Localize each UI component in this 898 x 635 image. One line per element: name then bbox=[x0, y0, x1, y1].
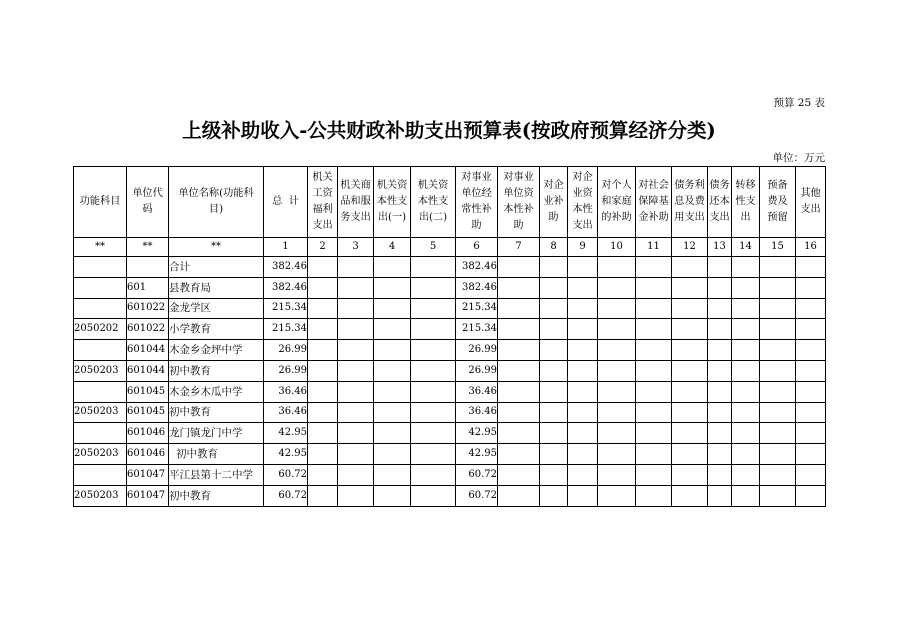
cell-debt-interest-and-fees bbox=[672, 360, 708, 381]
cell-unit-name: 初中教育 bbox=[169, 444, 264, 465]
cell-debt-interest-and-fees bbox=[672, 485, 708, 506]
cell-enterprise-capital-expenditure bbox=[568, 423, 598, 444]
cell-capital-expenditure-1 bbox=[374, 340, 411, 361]
cell-unit-code: 601045 bbox=[127, 402, 169, 423]
cell-capital-expenditure-1 bbox=[374, 277, 411, 298]
cell-function-subject bbox=[74, 381, 127, 402]
cell-goods-and-services bbox=[338, 402, 374, 423]
cell-reserve-fund bbox=[760, 381, 796, 402]
cell-public-institution-recurrent-subsidy: 60.72 bbox=[456, 464, 498, 485]
cell-staff-wages-welfare bbox=[308, 423, 338, 444]
cell-transfer-expenditure bbox=[732, 319, 760, 340]
cell-public-institution-capital-subsidy bbox=[498, 464, 540, 485]
cell-household-subsidy bbox=[598, 360, 636, 381]
cell-unit-code: 601045 bbox=[127, 381, 169, 402]
cell-public-institution-recurrent-subsidy: 42.95 bbox=[456, 444, 498, 465]
cell-enterprise-capital-expenditure bbox=[568, 319, 598, 340]
cell-debt-interest-and-fees bbox=[672, 464, 708, 485]
cell-debt-principal bbox=[708, 298, 732, 319]
cell-debt-principal bbox=[708, 360, 732, 381]
cell-goods-and-services bbox=[338, 340, 374, 361]
cell-total: 60.72 bbox=[264, 464, 308, 485]
cell-debt-interest-and-fees bbox=[672, 444, 708, 465]
cell-enterprise-subsidy bbox=[540, 423, 568, 444]
header-row bbox=[74, 167, 826, 238]
table-body bbox=[74, 238, 826, 507]
cell-staff-wages-welfare bbox=[308, 464, 338, 485]
column-number: ** bbox=[74, 238, 127, 257]
cell-staff-wages-welfare bbox=[308, 277, 338, 298]
cell-household-subsidy bbox=[598, 319, 636, 340]
cell-debt-interest-and-fees bbox=[672, 298, 708, 319]
header-transfer-expenditure: 转移 性支 出 bbox=[732, 167, 760, 238]
cell-debt-principal bbox=[708, 340, 732, 361]
cell-unit-name: 初中教育 bbox=[169, 402, 264, 423]
header-debt-principal: 债务 还本 支出 bbox=[708, 167, 732, 238]
cell-reserve-fund bbox=[760, 423, 796, 444]
cell-public-institution-recurrent-subsidy: 382.46 bbox=[456, 277, 498, 298]
cell-capital-expenditure-2 bbox=[411, 257, 456, 278]
cell-debt-principal bbox=[708, 381, 732, 402]
cell-function-subject: 2050203 bbox=[74, 444, 127, 465]
cell-unit-name: 小学教育 bbox=[169, 319, 264, 340]
cell-social-security-fund-subsidy bbox=[636, 298, 672, 319]
cell-unit-code: 601022 bbox=[127, 298, 169, 319]
cell-enterprise-capital-expenditure bbox=[568, 402, 598, 423]
cell-capital-expenditure-1 bbox=[374, 257, 411, 278]
header-household-subsidy: 对个人 和家庭 的补助 bbox=[598, 167, 636, 238]
column-number: 14 bbox=[732, 238, 760, 257]
cell-capital-expenditure-2 bbox=[411, 319, 456, 340]
cell-function-subject: 2050203 bbox=[74, 402, 127, 423]
cell-goods-and-services bbox=[338, 257, 374, 278]
cell-enterprise-subsidy bbox=[540, 381, 568, 402]
cell-enterprise-subsidy bbox=[540, 444, 568, 465]
cell-transfer-expenditure bbox=[732, 277, 760, 298]
cell-social-security-fund-subsidy bbox=[636, 319, 672, 340]
column-number: 3 bbox=[338, 238, 374, 257]
cell-enterprise-capital-expenditure bbox=[568, 485, 598, 506]
cell-reserve-fund bbox=[760, 402, 796, 423]
cell-total: 60.72 bbox=[264, 485, 308, 506]
cell-goods-and-services bbox=[338, 381, 374, 402]
cell-public-institution-recurrent-subsidy: 215.34 bbox=[456, 298, 498, 319]
cell-debt-interest-and-fees bbox=[672, 402, 708, 423]
cell-goods-and-services bbox=[338, 319, 374, 340]
cell-reserve-fund bbox=[760, 464, 796, 485]
cell-capital-expenditure-1 bbox=[374, 319, 411, 340]
cell-capital-expenditure-1 bbox=[374, 298, 411, 319]
cell-other-expenditure bbox=[796, 257, 826, 278]
cell-household-subsidy bbox=[598, 402, 636, 423]
cell-capital-expenditure-2 bbox=[411, 464, 456, 485]
cell-capital-expenditure-2 bbox=[411, 360, 456, 381]
table-row bbox=[74, 381, 826, 402]
table-row bbox=[74, 257, 826, 278]
cell-public-institution-capital-subsidy bbox=[498, 485, 540, 506]
cell-goods-and-services bbox=[338, 277, 374, 298]
cell-household-subsidy bbox=[598, 464, 636, 485]
cell-function-subject bbox=[74, 277, 127, 298]
cell-reserve-fund bbox=[760, 257, 796, 278]
cell-capital-expenditure-1 bbox=[374, 402, 411, 423]
cell-function-subject bbox=[74, 423, 127, 444]
cell-transfer-expenditure bbox=[732, 340, 760, 361]
column-number: 7 bbox=[498, 238, 540, 257]
cell-function-subject bbox=[74, 340, 127, 361]
cell-reserve-fund bbox=[760, 277, 796, 298]
cell-enterprise-capital-expenditure bbox=[568, 464, 598, 485]
column-number: 12 bbox=[672, 238, 708, 257]
header-total: 总 计 bbox=[264, 167, 308, 238]
header-public-institution-capital-subsidy: 对事业 单位资 本性补 助 bbox=[498, 167, 540, 238]
cell-enterprise-subsidy bbox=[540, 319, 568, 340]
column-number: 15 bbox=[760, 238, 796, 257]
cell-transfer-expenditure bbox=[732, 423, 760, 444]
header-debt-interest-and-fees: 债务利 息及费 用支出 bbox=[672, 167, 708, 238]
cell-public-institution-recurrent-subsidy: 26.99 bbox=[456, 340, 498, 361]
table-row bbox=[74, 485, 826, 506]
cell-debt-principal bbox=[708, 423, 732, 444]
cell-public-institution-capital-subsidy bbox=[498, 402, 540, 423]
cell-unit-code: 601044 bbox=[127, 360, 169, 381]
cell-function-subject: 2050203 bbox=[74, 485, 127, 506]
cell-other-expenditure bbox=[796, 298, 826, 319]
cell-social-security-fund-subsidy bbox=[636, 423, 672, 444]
cell-social-security-fund-subsidy bbox=[636, 381, 672, 402]
cell-other-expenditure bbox=[796, 464, 826, 485]
cell-enterprise-capital-expenditure bbox=[568, 340, 598, 361]
cell-public-institution-capital-subsidy bbox=[498, 298, 540, 319]
unit-label: 单位：万元 bbox=[772, 152, 825, 164]
cell-reserve-fund bbox=[760, 319, 796, 340]
cell-enterprise-capital-expenditure bbox=[568, 444, 598, 465]
cell-total: 382.46 bbox=[264, 277, 308, 298]
cell-unit-name: 木金乡金坪中学 bbox=[169, 340, 264, 361]
cell-unit-name: 金龙学区 bbox=[169, 298, 264, 319]
cell-debt-interest-and-fees bbox=[672, 423, 708, 444]
cell-unit-code bbox=[127, 257, 169, 278]
header-capital-expenditure-1: 机关资 本性支 出(一) bbox=[374, 167, 411, 238]
cell-social-security-fund-subsidy bbox=[636, 444, 672, 465]
cell-public-institution-capital-subsidy bbox=[498, 277, 540, 298]
cell-unit-code: 601047 bbox=[127, 464, 169, 485]
header-public-institution-recurrent-subsidy: 对事业 单位经 常性补 助 bbox=[456, 167, 498, 238]
header-goods-and-services: 机关商 品和服 务支出 bbox=[338, 167, 374, 238]
cell-goods-and-services bbox=[338, 360, 374, 381]
cell-total: 382.46 bbox=[264, 257, 308, 278]
cell-public-institution-recurrent-subsidy: 36.46 bbox=[456, 381, 498, 402]
header-function-subject: 功能科目 bbox=[74, 167, 127, 238]
cell-staff-wages-welfare bbox=[308, 485, 338, 506]
cell-unit-code: 601044 bbox=[127, 340, 169, 361]
cell-public-institution-capital-subsidy bbox=[498, 257, 540, 278]
cell-goods-and-services bbox=[338, 298, 374, 319]
table-row bbox=[74, 402, 826, 423]
cell-staff-wages-welfare bbox=[308, 381, 338, 402]
cell-social-security-fund-subsidy bbox=[636, 277, 672, 298]
cell-debt-principal bbox=[708, 319, 732, 340]
cell-enterprise-subsidy bbox=[540, 360, 568, 381]
cell-debt-interest-and-fees bbox=[672, 319, 708, 340]
cell-enterprise-capital-expenditure bbox=[568, 360, 598, 381]
cell-public-institution-recurrent-subsidy: 42.95 bbox=[456, 423, 498, 444]
cell-other-expenditure bbox=[796, 319, 826, 340]
cell-enterprise-capital-expenditure bbox=[568, 298, 598, 319]
cell-other-expenditure bbox=[796, 360, 826, 381]
cell-transfer-expenditure bbox=[732, 402, 760, 423]
page-title: 上级补助收入-公共财政补助支出预算表(按政府预算经济分类) bbox=[182, 119, 716, 142]
column-number: ** bbox=[127, 238, 169, 257]
table-row bbox=[74, 360, 826, 381]
column-number: ** bbox=[169, 238, 264, 257]
cell-reserve-fund bbox=[760, 485, 796, 506]
cell-enterprise-subsidy bbox=[540, 298, 568, 319]
cell-public-institution-capital-subsidy bbox=[498, 340, 540, 361]
header-capital-expenditure-2: 机关资 本性支 出(二) bbox=[411, 167, 456, 238]
cell-enterprise-capital-expenditure bbox=[568, 257, 598, 278]
cell-enterprise-subsidy bbox=[540, 257, 568, 278]
cell-enterprise-capital-expenditure bbox=[568, 277, 598, 298]
cell-other-expenditure bbox=[796, 444, 826, 465]
cell-capital-expenditure-2 bbox=[411, 298, 456, 319]
cell-public-institution-recurrent-subsidy: 26.99 bbox=[456, 360, 498, 381]
cell-staff-wages-welfare bbox=[308, 340, 338, 361]
cell-social-security-fund-subsidy bbox=[636, 340, 672, 361]
cell-transfer-expenditure bbox=[732, 464, 760, 485]
cell-unit-name: 合计 bbox=[169, 257, 264, 278]
cell-social-security-fund-subsidy bbox=[636, 485, 672, 506]
cell-capital-expenditure-1 bbox=[374, 360, 411, 381]
cell-capital-expenditure-2 bbox=[411, 381, 456, 402]
cell-household-subsidy bbox=[598, 444, 636, 465]
cell-debt-interest-and-fees bbox=[672, 277, 708, 298]
column-number: 1 bbox=[264, 238, 308, 257]
cell-public-institution-recurrent-subsidy: 60.72 bbox=[456, 485, 498, 506]
cell-total: 36.46 bbox=[264, 402, 308, 423]
cell-staff-wages-welfare bbox=[308, 298, 338, 319]
cell-transfer-expenditure bbox=[732, 444, 760, 465]
cell-unit-name: 龙门镇龙门中学 bbox=[169, 423, 264, 444]
cell-transfer-expenditure bbox=[732, 485, 760, 506]
cell-function-subject: 2050203 bbox=[74, 360, 127, 381]
cell-unit-code: 601 bbox=[127, 277, 169, 298]
cell-enterprise-subsidy bbox=[540, 485, 568, 506]
cell-total: 215.34 bbox=[264, 319, 308, 340]
cell-public-institution-capital-subsidy bbox=[498, 444, 540, 465]
column-number: 13 bbox=[708, 238, 732, 257]
cell-enterprise-subsidy bbox=[540, 402, 568, 423]
column-number: 16 bbox=[796, 238, 826, 257]
cell-capital-expenditure-1 bbox=[374, 423, 411, 444]
cell-public-institution-capital-subsidy bbox=[498, 423, 540, 444]
cell-unit-code: 601047 bbox=[127, 485, 169, 506]
cell-unit-code: 601046 bbox=[127, 444, 169, 465]
cell-goods-and-services bbox=[338, 444, 374, 465]
cell-other-expenditure bbox=[796, 381, 826, 402]
cell-total: 26.99 bbox=[264, 360, 308, 381]
cell-debt-interest-and-fees bbox=[672, 381, 708, 402]
table-row bbox=[74, 298, 826, 319]
cell-unit-name: 木金乡木瓜中学 bbox=[169, 381, 264, 402]
cell-total: 26.99 bbox=[264, 340, 308, 361]
cell-household-subsidy bbox=[598, 381, 636, 402]
cell-staff-wages-welfare bbox=[308, 360, 338, 381]
cell-household-subsidy bbox=[598, 340, 636, 361]
cell-transfer-expenditure bbox=[732, 360, 760, 381]
cell-function-subject: 2050202 bbox=[74, 319, 127, 340]
cell-social-security-fund-subsidy bbox=[636, 402, 672, 423]
cell-total: 42.95 bbox=[264, 423, 308, 444]
cell-household-subsidy bbox=[598, 423, 636, 444]
cell-unit-name: 平江县第十二中学 bbox=[169, 464, 264, 485]
column-number: 2 bbox=[308, 238, 338, 257]
cell-unit-name: 初中教育 bbox=[169, 485, 264, 506]
cell-unit-code: 601046 bbox=[127, 423, 169, 444]
cell-enterprise-subsidy bbox=[540, 277, 568, 298]
header-enterprise-subsidy: 对企 业补 助 bbox=[540, 167, 568, 238]
cell-debt-interest-and-fees bbox=[672, 340, 708, 361]
cell-total: 42.95 bbox=[264, 444, 308, 465]
header-reserve-fund: 预备 费及 预留 bbox=[760, 167, 796, 238]
cell-capital-expenditure-2 bbox=[411, 485, 456, 506]
cell-other-expenditure bbox=[796, 340, 826, 361]
table-header bbox=[74, 167, 826, 238]
cell-capital-expenditure-2 bbox=[411, 340, 456, 361]
cell-debt-principal bbox=[708, 464, 732, 485]
cell-enterprise-capital-expenditure bbox=[568, 381, 598, 402]
cell-debt-principal bbox=[708, 257, 732, 278]
cell-transfer-expenditure bbox=[732, 257, 760, 278]
header-social-security-fund-subsidy: 对社会 保障基 金补助 bbox=[636, 167, 672, 238]
cell-household-subsidy bbox=[598, 277, 636, 298]
cell-unit-name: 初中教育 bbox=[169, 360, 264, 381]
cell-public-institution-capital-subsidy bbox=[498, 319, 540, 340]
cell-debt-interest-and-fees bbox=[672, 257, 708, 278]
cell-reserve-fund bbox=[760, 360, 796, 381]
cell-public-institution-recurrent-subsidy: 215.34 bbox=[456, 319, 498, 340]
cell-function-subject bbox=[74, 257, 127, 278]
table-row bbox=[74, 277, 826, 298]
cell-goods-and-services bbox=[338, 464, 374, 485]
cell-staff-wages-welfare bbox=[308, 257, 338, 278]
cell-social-security-fund-subsidy bbox=[636, 257, 672, 278]
cell-social-security-fund-subsidy bbox=[636, 464, 672, 485]
cell-public-institution-capital-subsidy bbox=[498, 381, 540, 402]
cell-household-subsidy bbox=[598, 257, 636, 278]
table-row bbox=[74, 464, 826, 485]
column-number: 5 bbox=[411, 238, 456, 257]
cell-public-institution-capital-subsidy bbox=[498, 360, 540, 381]
cell-household-subsidy bbox=[598, 485, 636, 506]
cell-goods-and-services bbox=[338, 423, 374, 444]
table-row bbox=[74, 423, 826, 444]
header-enterprise-capital-expenditure: 对企 业资 本性 支出 bbox=[568, 167, 598, 238]
cell-capital-expenditure-1 bbox=[374, 444, 411, 465]
cell-staff-wages-welfare bbox=[308, 402, 338, 423]
cell-debt-principal bbox=[708, 444, 732, 465]
column-number: 11 bbox=[636, 238, 672, 257]
column-number: 9 bbox=[568, 238, 598, 257]
header-unit-code: 单位代 码 bbox=[127, 167, 169, 238]
cell-capital-expenditure-1 bbox=[374, 464, 411, 485]
header-staff-wages-welfare: 机关 工资 福利 支出 bbox=[308, 167, 338, 238]
cell-capital-expenditure-2 bbox=[411, 277, 456, 298]
cell-unit-name: 县教育局 bbox=[169, 277, 264, 298]
column-number: 4 bbox=[374, 238, 411, 257]
table-row bbox=[74, 444, 826, 465]
cell-public-institution-recurrent-subsidy: 382.46 bbox=[456, 257, 498, 278]
cell-reserve-fund bbox=[760, 444, 796, 465]
cell-function-subject bbox=[74, 298, 127, 319]
column-number: 10 bbox=[598, 238, 636, 257]
cell-reserve-fund bbox=[760, 340, 796, 361]
cell-unit-code: 601022 bbox=[127, 319, 169, 340]
column-number: 8 bbox=[540, 238, 568, 257]
column-number-row bbox=[74, 238, 826, 257]
cell-staff-wages-welfare bbox=[308, 444, 338, 465]
cell-capital-expenditure-1 bbox=[374, 485, 411, 506]
cell-capital-expenditure-1 bbox=[374, 381, 411, 402]
table-row bbox=[74, 319, 826, 340]
cell-social-security-fund-subsidy bbox=[636, 360, 672, 381]
cell-other-expenditure bbox=[796, 277, 826, 298]
cell-total: 36.46 bbox=[264, 381, 308, 402]
budget-table bbox=[73, 166, 826, 507]
header-other-expenditure: 其他 支出 bbox=[796, 167, 826, 238]
cell-debt-principal bbox=[708, 277, 732, 298]
cell-transfer-expenditure bbox=[732, 298, 760, 319]
cell-capital-expenditure-2 bbox=[411, 423, 456, 444]
cell-public-institution-recurrent-subsidy: 36.46 bbox=[456, 402, 498, 423]
cell-other-expenditure bbox=[796, 402, 826, 423]
cell-enterprise-subsidy bbox=[540, 340, 568, 361]
cell-total: 215.34 bbox=[264, 298, 308, 319]
column-number: 6 bbox=[456, 238, 498, 257]
cell-debt-principal bbox=[708, 485, 732, 506]
cell-capital-expenditure-2 bbox=[411, 444, 456, 465]
table-row bbox=[74, 340, 826, 361]
cell-other-expenditure bbox=[796, 423, 826, 444]
cell-capital-expenditure-2 bbox=[411, 402, 456, 423]
cell-reserve-fund bbox=[760, 298, 796, 319]
cell-enterprise-subsidy bbox=[540, 464, 568, 485]
cell-function-subject bbox=[74, 464, 127, 485]
cell-debt-principal bbox=[708, 402, 732, 423]
cell-transfer-expenditure bbox=[732, 381, 760, 402]
cell-staff-wages-welfare bbox=[308, 319, 338, 340]
cell-other-expenditure bbox=[796, 485, 826, 506]
form-number: 预算 25 表 bbox=[773, 97, 825, 109]
cell-goods-and-services bbox=[338, 485, 374, 506]
header-unit-name: 单位名称(功能科 目) bbox=[169, 167, 264, 238]
cell-household-subsidy bbox=[598, 298, 636, 319]
